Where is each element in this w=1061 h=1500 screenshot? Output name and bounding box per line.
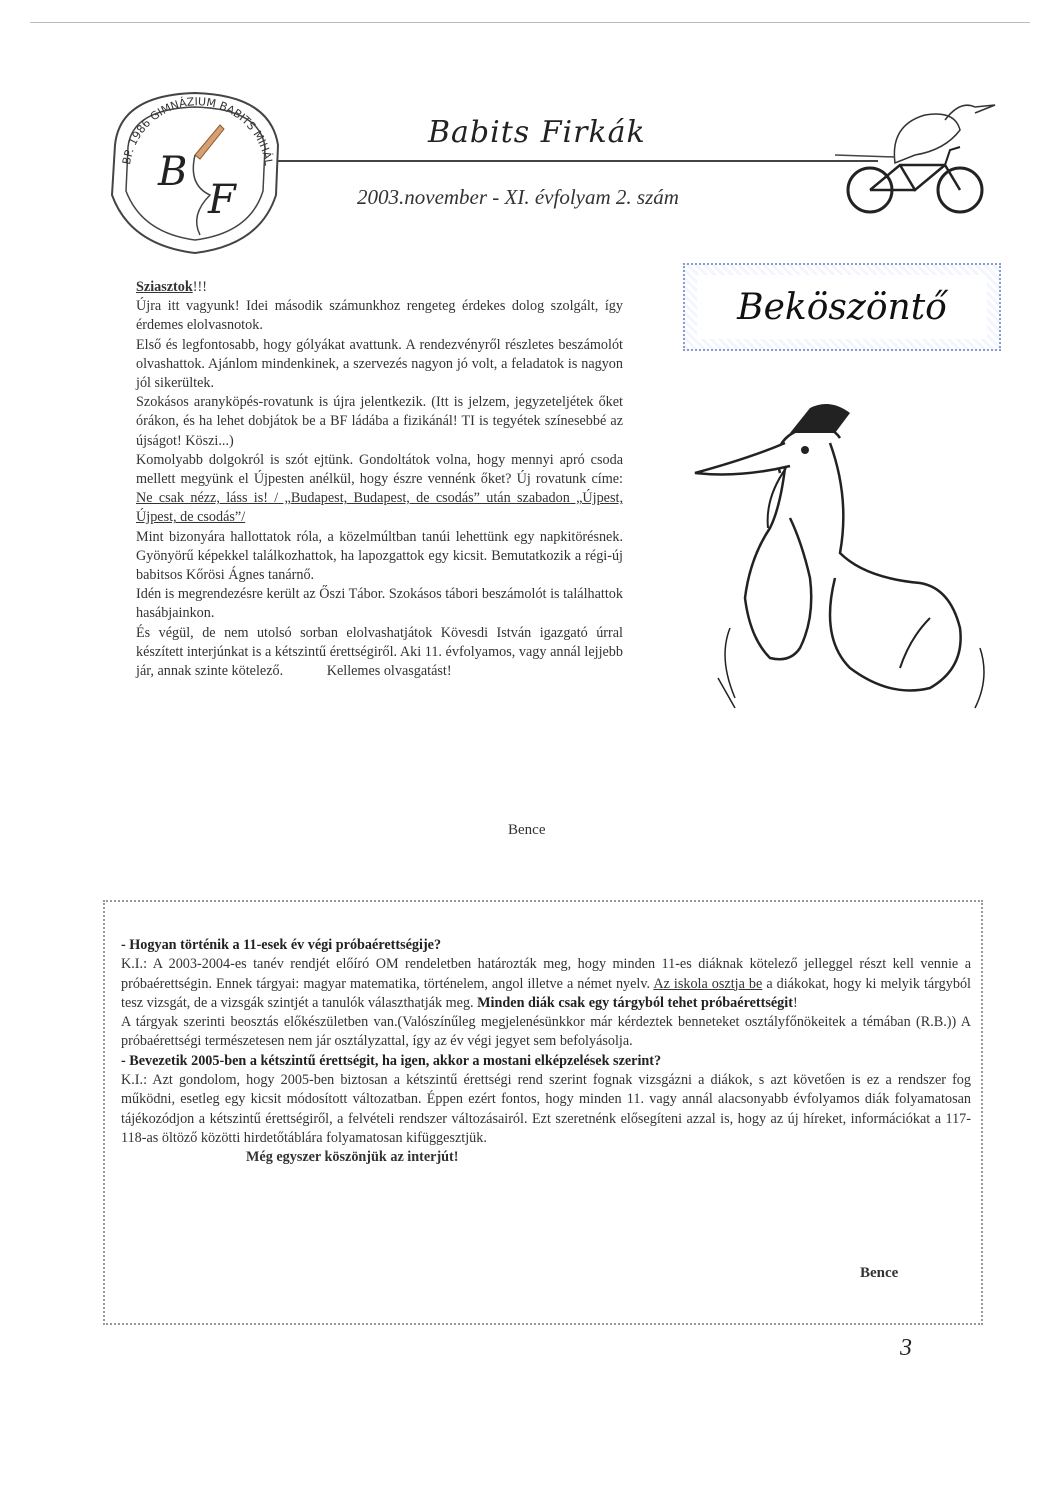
interview-box [103, 900, 983, 1325]
intro-paragraph-3: Szokásos aranyköpés-rovatunk is újra jelentkezik. (Itt is jelzem, jegyzeteljétek őket órákon, és ha lehet dobjátok be a BF ládába a fizikánál! TI is tegyétek színesebbé az újságot! Köszi...) [136, 394, 623, 449]
answer-1-text-a: K.I.: A 2003-2004-es tanév rendjét előíró OM rendeletben határozták meg, hogy minden 11-es diáknak kötelező jelleggel részt kell vennie a próbaérettségin. Ennek tárgyai: magyar matematika, történelem, angol illetve a német nyelv. [121, 956, 971, 992]
logo-ring-text: BP. 1986 GIMNÁZIUM BABITS MIHÁL [120, 95, 275, 166]
question-2-text: - Bevezetik 2005-ben a kétszintű érettségit, ha igen, akkor a mostani elképzelések szerint? [121, 1052, 662, 1069]
interview-closing: Még egyszer köszönjük az interjút! [246, 1149, 459, 1166]
stork-illustration [690, 378, 990, 728]
header-rule [278, 160, 878, 162]
intro-closing: Kellemes olvasgatást! [326, 663, 452, 680]
intro-paragraph-1: Újra itt vagyunk! Idei második számunkhoz rengeteg érdekes dolog szolgált, így érdemes elolvasnotok. [136, 298, 623, 334]
answer-1-text-b: a diákokat, hogy ki melyik tárgyból tesz vizsgát, de a vizsgák szintjét a tanulók választhatják meg. [121, 975, 971, 1011]
answer-1-underlined: Az iskola osztja be [653, 975, 763, 992]
answer-2: K.I.: Azt gondolom, hogy 2005-ben biztosan a kétszintű érettségi rend szerint fognak vizsgázni a diákok, s azt követően is ez a rendszer fog működni, esetleg egy kicsit módosított változatban. Éppen ezért fontos, hogy minden 11. vagy annál alacsonyabb évfolyamos diák folyamatosan tájékozódjon a kétszintű érettségiről, a felvételi rendszer változásairól. Ezt szeretnénk elősegíteni azzal is, hogy az új híreket, információkat a 117-118-as öltöző közötti hirdetőtáblára folyamatosan kifüggesztjük. [121, 1072, 971, 1146]
intro-signature: Bence [508, 822, 546, 838]
welcome-title: Beköszöntő [737, 286, 947, 328]
intro-article [136, 278, 623, 681]
question-2 [121, 1052, 971, 1071]
intro-paragraph-6: Idén is megrendezésre került az Őszi Tábor. Szokásos tábori beszámolót is találhattok hasábjainkon. [136, 586, 623, 622]
intro-paragraph-4-text: Komolyabb dolgokról is szót ejtünk. Gondoltátok volna, hogy mennyi apró csoda mellett megyünk el Újpesten anélkül, hogy észre vennénk őket? Új rovatunk címe: [136, 451, 623, 488]
greeting-rest: !!! [192, 279, 207, 295]
logo-letter-b: B [158, 149, 188, 195]
top-rule [30, 22, 1030, 23]
intro-paragraph-5: Mint bizonyára hallottatok róla, a közelmúltban tanúi lehettünk egy napkitörésnek. Gyönyörű képekkel találkozhattok, ha lapozgattok egy kicsit. Bemutatkozik a régi-új babitsos Kőrösi Ágnes tanárnő. [136, 528, 623, 584]
answer-1-bold: Minden diák csak egy tárgyból tehet próbaérettségit [477, 994, 793, 1011]
interview-signature: Bence [860, 1265, 899, 1281]
intro-greeting [136, 278, 623, 297]
new-column-title: Ne csak nézz, láss is! / „Budapest, Budapest, de csodás” után szabadon „Újpest, Újpest, de csodás”/ [136, 490, 623, 526]
stork-bicycle-illustration [835, 95, 1000, 220]
welcome-inner [697, 275, 987, 339]
intro-paragraph-7 [136, 624, 623, 682]
answer-1 [121, 955, 971, 1013]
school-logo [100, 85, 290, 255]
intro-paragraph-4 [136, 451, 623, 528]
page-number: 3 [900, 1335, 912, 1361]
intro-paragraph-7-text: És végül, de nem utolsó sorban elolvashatjátok Kövesdi István igazgató úrral készített interjúnkat is a kétszintű érettségiről. Aki 11. évfolyamos, vagy annál lejjebb jár, annak szinte kötelező. [136, 624, 623, 680]
question-1-text: - Hogyan történik a 11-esek év végi próbaérettségije? [121, 937, 442, 953]
quill-icon [195, 125, 224, 159]
issue-info: 2003.november - XI. évfolyam 2. szám [357, 185, 679, 209]
greeting-word: Sziasztok [136, 279, 193, 295]
interview-text [121, 936, 971, 1168]
answer-1-end: ! [792, 994, 798, 1011]
newspaper-title: Babits Firkák [428, 115, 646, 150]
welcome-title-box [683, 263, 1001, 351]
intro-paragraph-2: Első és legfontosabb, hogy gólyákat avattunk. A rendezvényről részletes beszámolót olvashattok. Ajánlom mindenkinek, a szervezés nagyon jó volt, a feladatok is nagyon jól sikerültek. [136, 336, 623, 392]
logo-letter-f: F [208, 177, 236, 223]
answer-1-continued: A tárgyak szerinti beosztás előkészületben van.(Valószínűleg megjelenésünkkor már kérdeztek benneteket osztályfőnökeitek a témában (R.B.)) A próbaérettségi természetesen nem jár osztályzattal, így az év végi jegyet sem befolyásolja. [121, 1014, 971, 1050]
question-1 [121, 936, 971, 955]
